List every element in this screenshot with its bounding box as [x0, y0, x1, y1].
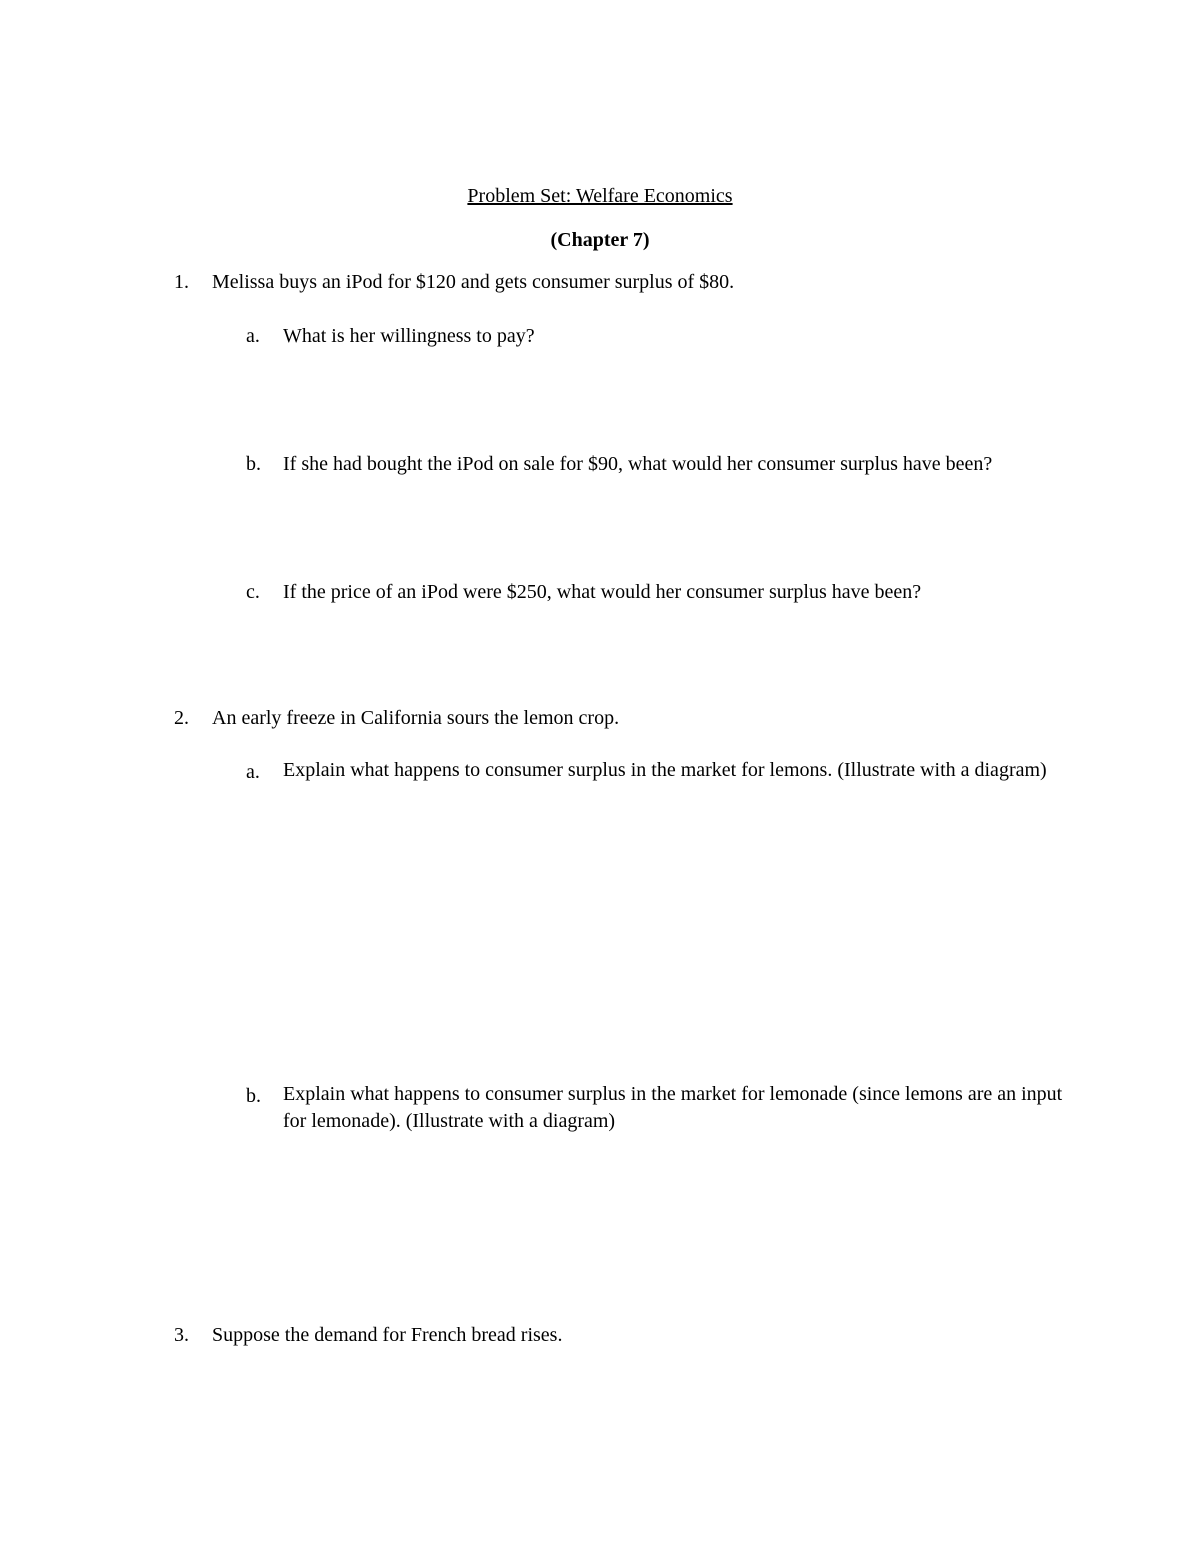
question-2b-label: b.	[246, 1085, 261, 1107]
question-1a-text: What is her willingness to pay?	[283, 325, 535, 347]
question-1-text: Melissa buys an iPod for $120 and gets consumer surplus of $80.	[212, 271, 735, 293]
question-2b-text: Explain what happens to consumer surplus in the market for lemonade (since lemons are an input for lemonade). (Illustrate with a diagram)	[283, 1083, 1063, 1132]
question-2-text: An early freeze in California sours the lemon crop.	[212, 707, 620, 729]
question-3-text: Suppose the demand for French bread rises.	[212, 1324, 563, 1346]
question-2a-text: Explain what happens to consumer surplus in the market for lemons. (Illustrate with a diagram)	[283, 759, 1047, 781]
chapter-heading: (Chapter 7)	[550, 229, 650, 251]
question-1b-label: b.	[246, 453, 261, 475]
question-1-number: 1.	[174, 271, 189, 293]
question-1b-text: If she had bought the iPod on sale for $90, what would her consumer surplus have been?	[283, 453, 993, 475]
document-title: Problem Set: Welfare Economics	[467, 185, 733, 207]
question-3-number: 3.	[174, 1324, 189, 1346]
question-1a-label: a.	[246, 325, 260, 347]
question-1c-label: c.	[246, 581, 260, 603]
question-2-number: 2.	[174, 707, 189, 729]
question-1c-text: If the price of an iPod were $250, what would her consumer surplus have been?	[283, 581, 922, 603]
question-2a-label: a.	[246, 761, 260, 783]
